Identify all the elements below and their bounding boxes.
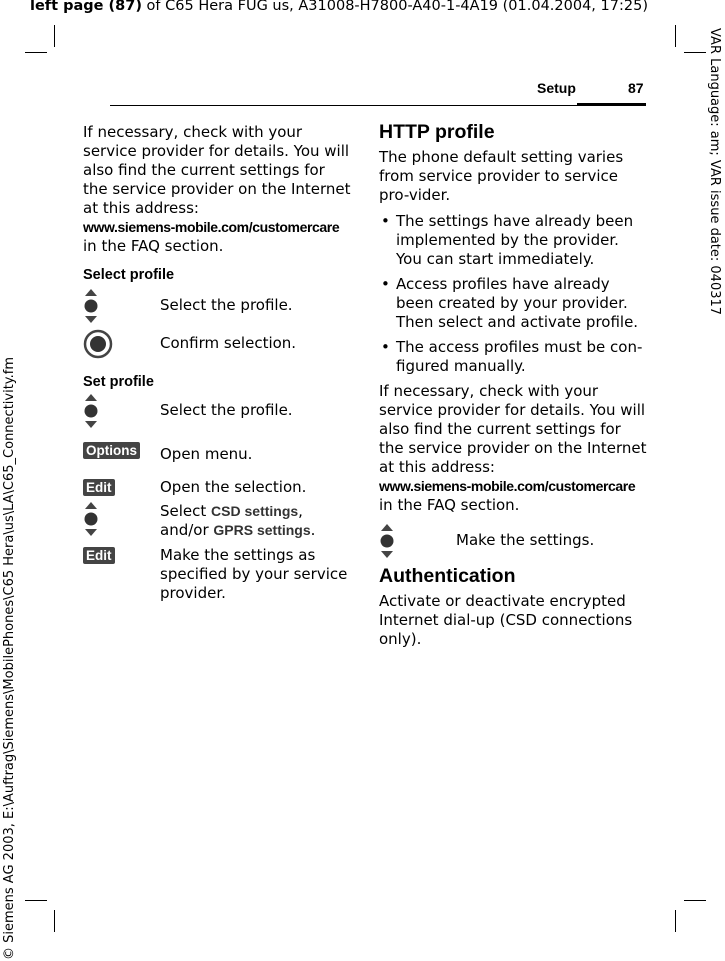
center-key-icon bbox=[83, 329, 113, 359]
step-open-menu bbox=[83, 441, 351, 464]
authentication-heading: Authentication bbox=[379, 565, 516, 587]
crop-mark bbox=[25, 52, 47, 53]
step-text: Select the profile. bbox=[160, 296, 293, 314]
crop-mark bbox=[684, 900, 706, 901]
list-item: • The access profiles must be con-figured manually. bbox=[379, 338, 649, 376]
edit-softkey[interactable]: Edit bbox=[83, 547, 115, 564]
header-rule-accent bbox=[577, 103, 646, 106]
crop-mark bbox=[54, 910, 55, 932]
right-column bbox=[379, 123, 649, 649]
side-text-left: © Siemens AG 2003, E:\Auftrag\Siemens\MobilePhones\C65 Hera\us\LA\C65_Connectivity.fm bbox=[2, 356, 17, 960]
check-provider-paragraph: If necessary, check with your service provider for details. You will also find the current settings for the service provider on the Internet at this address: bbox=[379, 382, 647, 476]
print-header-details: of C65 Hera FUG us, A31008-H7800-A40-1-4A19 (01.04.2004, 17:25) bbox=[141, 0, 648, 14]
left-column bbox=[83, 123, 351, 603]
step-confirm-selection bbox=[83, 329, 351, 364]
step-text: Open menu. bbox=[160, 445, 253, 463]
side-text-right: VAR Language: am; VAR issue date: 040317 bbox=[707, 28, 722, 316]
text-fragment: . bbox=[310, 521, 316, 539]
text-fragment: , and/or bbox=[160, 502, 303, 539]
faq-note: in the FAQ section. bbox=[379, 496, 520, 514]
http-intro: The phone default setting varies from service provider to service pro-vider. bbox=[379, 148, 624, 204]
step-text: Confirm selection. bbox=[160, 334, 297, 352]
list-item: • Access profiles have already been created by your provider. Then select and activate profile. bbox=[379, 275, 649, 332]
step-text: Open the selection. bbox=[160, 478, 307, 496]
crop-mark bbox=[675, 25, 676, 47]
gprs-settings-label: GPRS settings bbox=[213, 522, 311, 538]
running-header-section: Setup bbox=[537, 80, 576, 96]
print-header bbox=[30, 0, 648, 14]
step-select-profile-2 bbox=[83, 394, 351, 433]
step-select-profile bbox=[83, 289, 351, 328]
crop-mark bbox=[54, 25, 55, 47]
text-fragment: Select bbox=[160, 502, 212, 520]
customercare-url: www.siemens-mobile.com/customercare bbox=[379, 478, 636, 494]
crop-mark bbox=[684, 52, 706, 53]
faq-note: in the FAQ section. bbox=[83, 237, 224, 255]
navigation-key-icon bbox=[83, 502, 99, 536]
navigation-key-icon bbox=[83, 289, 99, 323]
step-text: Select the profile. bbox=[160, 401, 293, 419]
step-text: Make the settings as specified by your service provider. bbox=[160, 546, 348, 602]
page-number: 87 bbox=[628, 80, 644, 96]
edit-softkey[interactable]: Edit bbox=[83, 479, 115, 496]
list-item: • The settings have already been implemented by the provider. You can start immediately. bbox=[379, 212, 649, 269]
crop-mark bbox=[675, 910, 676, 932]
step-make-settings-right bbox=[379, 524, 649, 563]
authentication-text: Activate or deactivate encrypted Internet dial-up (CSD connections only). bbox=[379, 592, 633, 648]
set-profile-heading: Set profile bbox=[83, 374, 154, 390]
profile-bullet-list bbox=[379, 212, 649, 376]
navigation-key-icon bbox=[379, 524, 395, 558]
step-make-settings bbox=[83, 546, 351, 603]
crop-mark bbox=[25, 900, 47, 901]
options-softkey[interactable]: Options bbox=[83, 442, 140, 459]
http-profile-heading: HTTP profile bbox=[379, 121, 495, 143]
intro-paragraph: If necessary, check with your service provider for details. You will also find the current settings for the service provider on the Internet at this address: bbox=[83, 123, 351, 217]
navigation-key-icon bbox=[83, 394, 99, 428]
customercare-url: www.siemens-mobile.com/customercare bbox=[83, 219, 340, 235]
step-select-settings bbox=[83, 502, 351, 541]
header-rule bbox=[110, 105, 646, 106]
print-header-page: left page (87) bbox=[30, 0, 142, 14]
step-select-settings-text bbox=[160, 502, 351, 540]
csd-settings-label: CSD settings bbox=[211, 503, 299, 519]
step-text: Make the settings. bbox=[456, 531, 595, 549]
select-profile-heading: Select profile bbox=[83, 267, 175, 283]
step-open-selection bbox=[83, 478, 351, 497]
